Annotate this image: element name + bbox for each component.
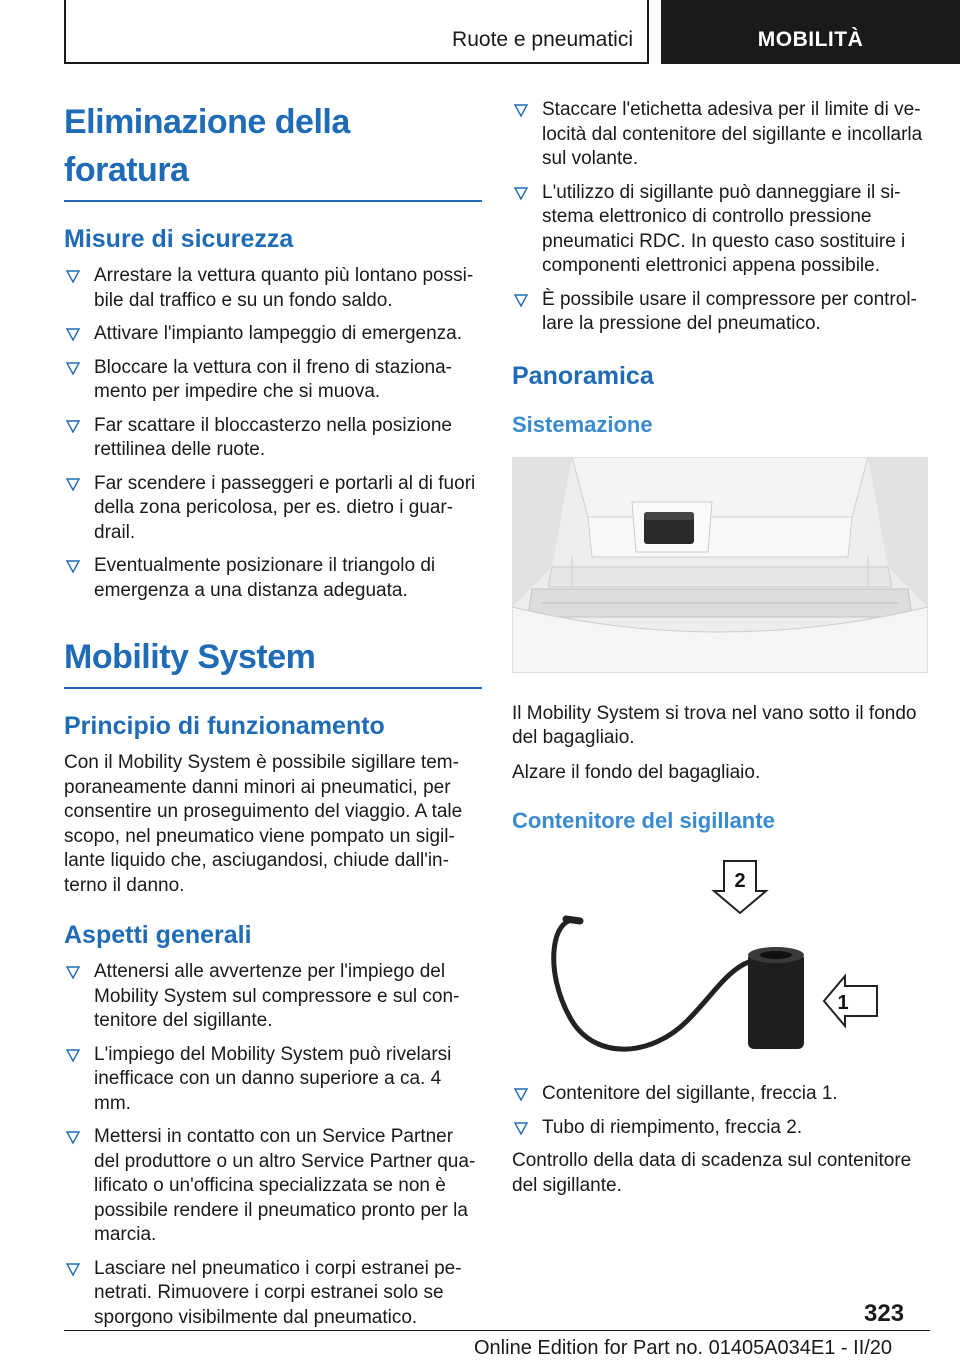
list-item-text: Attivare l'impianto lampeggio di emergenza. — [94, 323, 462, 344]
sealant-container-illustration — [512, 851, 928, 1063]
list-item — [64, 1257, 482, 1331]
sealant-list — [512, 1082, 930, 1140]
list-item — [64, 472, 482, 546]
list-item — [512, 181, 930, 279]
header-section-title: Ruote e pneumatici — [452, 28, 633, 51]
heading-general: Aspetti generali — [64, 921, 252, 949]
footer-divider — [64, 1330, 930, 1331]
bullet-triangle-icon — [514, 291, 528, 309]
list-item-text: Contenitore del sigillante, freccia 1. — [542, 1083, 838, 1104]
bullet-triangle-icon — [66, 359, 80, 377]
list-item-text: Far scattare il bloccasterzo nella posizione rettilinea delle ruote. — [94, 414, 453, 460]
header-chapter-tab: MOBILITÀ — [661, 0, 960, 64]
heading-safety: Misure di sicurezza — [64, 225, 294, 253]
bullet-triangle-icon — [514, 1119, 528, 1137]
bullet-triangle-icon — [66, 557, 80, 575]
placement-text-2: Alzare il fondo del bagagliaio. — [512, 761, 761, 783]
heading-principle: Principio di funzionamento — [64, 712, 385, 740]
list-item-text: Attenersi alle avvertenze per l'impiego del Mobility System sul compressore e sul con‐ tenitore del sigillante. — [94, 961, 460, 1031]
list-item — [64, 554, 482, 603]
list-item-text: Far scendere i passeggeri e portarli al di fuori della zona pericolosa, per es. dietro i guar‐ drail. — [94, 472, 476, 543]
list-item — [64, 414, 482, 463]
list-item-text: L'utilizzo di sigillante può danneggiare il si‐ stema elettronico di controllo pressione pneumatici RDC. In questo caso sostituire i componenti elettronici appena possibile. — [542, 181, 906, 276]
heading-placement: Sistemazione — [512, 411, 653, 437]
bullet-triangle-icon — [66, 1128, 80, 1146]
list-item — [64, 356, 482, 405]
page-header — [64, 0, 960, 66]
bullet-triangle-icon — [66, 1260, 80, 1278]
list-item — [512, 98, 930, 172]
section-title-puncture: Eliminazione della foratura — [64, 98, 482, 202]
general-list — [64, 960, 482, 1330]
left-column — [64, 98, 482, 1339]
right-column — [512, 98, 930, 1208]
arrow-label-1: 1 — [837, 992, 849, 1014]
list-item — [512, 1116, 930, 1141]
safety-list — [64, 264, 482, 603]
list-item-text: Mettersi in contatto con un Service Partner del produttore o un altro Service Partner qua‐ lificato o un'officina specializzata se non è possibile rendere il pneumatico pronto per la marcia. — [94, 1126, 476, 1245]
continued-list — [512, 98, 930, 337]
section-title-mobility: Mobility System — [64, 633, 482, 689]
bullet-triangle-icon — [66, 417, 80, 435]
trunk-illustration — [512, 457, 928, 673]
header-section-box — [64, 0, 649, 64]
heading-sealant: Contenitore del sigillante — [512, 808, 775, 833]
list-item — [64, 1125, 482, 1248]
list-item — [64, 264, 482, 313]
heading-overview: Panoramica — [512, 361, 654, 390]
list-item — [64, 1043, 482, 1117]
footer-edition: Online Edition for Part no. 01405A034E1 - II/20 — [474, 1337, 893, 1359]
list-item — [64, 960, 482, 1034]
list-item-text: Tubo di riempimento, freccia 2. — [542, 1116, 803, 1138]
bullet-triangle-icon — [514, 1085, 528, 1103]
sealant-text: Controllo della data di scadenza sul contenitore del sigillante. — [512, 1150, 912, 1196]
list-item-text: Eventualmente posizionare il triangolo di emergenza a una distanza adeguata. — [94, 555, 436, 601]
list-item-text: Lasciare nel pneumatico i corpi estranei pe‐ netrati. Rimuovere i corpi estranei solo se sporgono visibilmente dal pneumatico. — [94, 1257, 462, 1328]
arrow-label-2: 2 — [734, 870, 746, 892]
list-item-text: L'impiego del Mobility System può rivelarsi inefficace con un danno superiore a ca. 4 mm. — [94, 1043, 452, 1114]
bullet-triangle-icon — [66, 325, 80, 343]
list-item-text: Bloccare la vettura con il freno di staziona‐ mento per impedire che si muova. — [94, 356, 453, 402]
page-number: 323 — [864, 1300, 905, 1327]
placement-text-1: Il Mobility System si trova nel vano sotto il fondo del bagagliaio. — [512, 702, 917, 748]
bullet-triangle-icon — [514, 101, 528, 119]
list-item — [64, 322, 482, 347]
list-item-text: È possibile usare il compressore per control‐ lare la pressione del pneumatico. — [542, 288, 917, 334]
bullet-triangle-icon — [66, 267, 80, 285]
principle-text: Con il Mobility System è possibile sigillare tem‐ poraneamente danni minori ai pneumatici, per consentire un proseguimento del viaggio. A tale scopo, nel pneumatico viene pompato un sigil‐ lante liquido che, asciugandosi, chiude dall'in‐ terno il danno. — [64, 752, 463, 896]
list-item — [512, 288, 930, 337]
bullet-triangle-icon — [514, 184, 528, 202]
list-item — [512, 1082, 930, 1107]
bullet-triangle-icon — [66, 475, 80, 493]
bullet-triangle-icon — [66, 963, 80, 981]
bullet-triangle-icon — [66, 1046, 80, 1064]
list-item-text: Staccare l'etichetta adesiva per il limite di ve‐ locità dal contenitore del sigillante e incollarla sul volante. — [542, 99, 923, 169]
list-item-text: Arrestare la vettura quanto più lontano possi‐ bile dal traffico e su un fondo saldo. — [94, 265, 474, 311]
